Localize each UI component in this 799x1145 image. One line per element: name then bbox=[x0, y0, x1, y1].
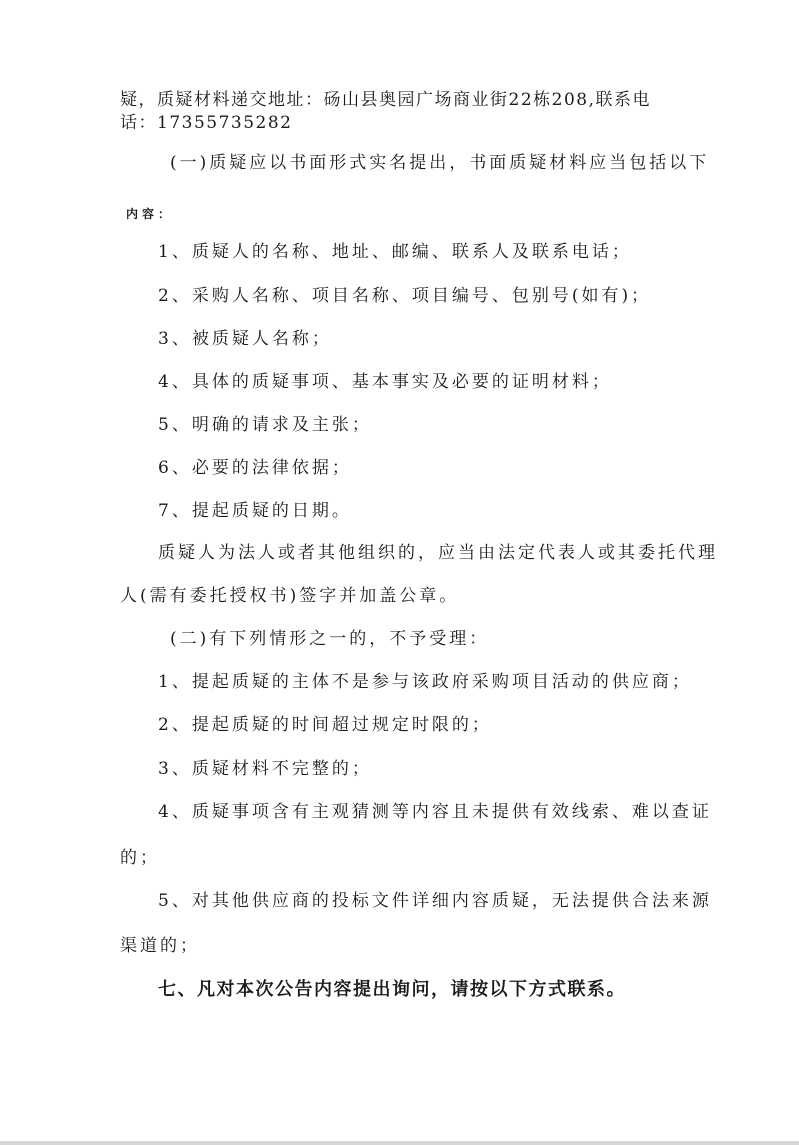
list-item: 1、质疑人的名称、地址、邮编、联系人及联系电话； bbox=[158, 242, 632, 262]
section-two-intro: (二)有下列情形之一的，不予受理： bbox=[170, 629, 490, 649]
paragraph: 人(需有委托授权书)签字并加盖公章。 bbox=[120, 586, 460, 606]
list-item-cont: 的； bbox=[120, 848, 160, 868]
list-item: 5、明确的请求及主张； bbox=[158, 415, 372, 435]
list-item: 4、具体的质疑事项、基本事实及必要的证明材料； bbox=[158, 372, 612, 392]
address-line: 疑，质疑材料递交地址：砀山县奥园广场商业街22栋208,联系电 bbox=[120, 90, 651, 110]
section-one-intro: (一)质疑应以书面形式实名提出，书面质疑材料应当包括以下 bbox=[170, 153, 710, 173]
list-item: 2、提起质疑的时间超过规定时限的； bbox=[158, 715, 492, 735]
list-item: 2、采购人名称、项目名称、项目编号、包别号(如有)； bbox=[158, 286, 652, 306]
list-item: 4、质疑事项含有主观猜测等内容且未提供有效线索、难以查证 bbox=[158, 802, 712, 822]
list-item: 1、提起质疑的主体不是参与该政府采购项目活动的供应商； bbox=[158, 672, 692, 692]
list-item: 7、提起质疑的日期。 bbox=[158, 501, 352, 521]
section-heading: 七、凡对本次公告内容提出询问，请按以下方式联系。 bbox=[158, 979, 626, 1000]
list-item-cont: 渠道的； bbox=[120, 936, 200, 956]
page-bottom-divider bbox=[0, 1141, 799, 1145]
section-one-intro-cont: 内容： bbox=[126, 207, 175, 221]
phone-line: 话：17355735282 bbox=[120, 113, 293, 133]
list-item: 3、被质疑人名称； bbox=[158, 329, 332, 349]
paragraph: 质疑人为法人或者其他组织的，应当由法定代表人或其委托代理 bbox=[158, 543, 718, 563]
list-item: 6、必要的法律依据； bbox=[158, 458, 352, 478]
list-item: 3、质疑材料不完整的； bbox=[158, 759, 372, 779]
list-item: 5、对其他供应商的投标文件详细内容质疑，无法提供合法来源 bbox=[158, 891, 712, 911]
